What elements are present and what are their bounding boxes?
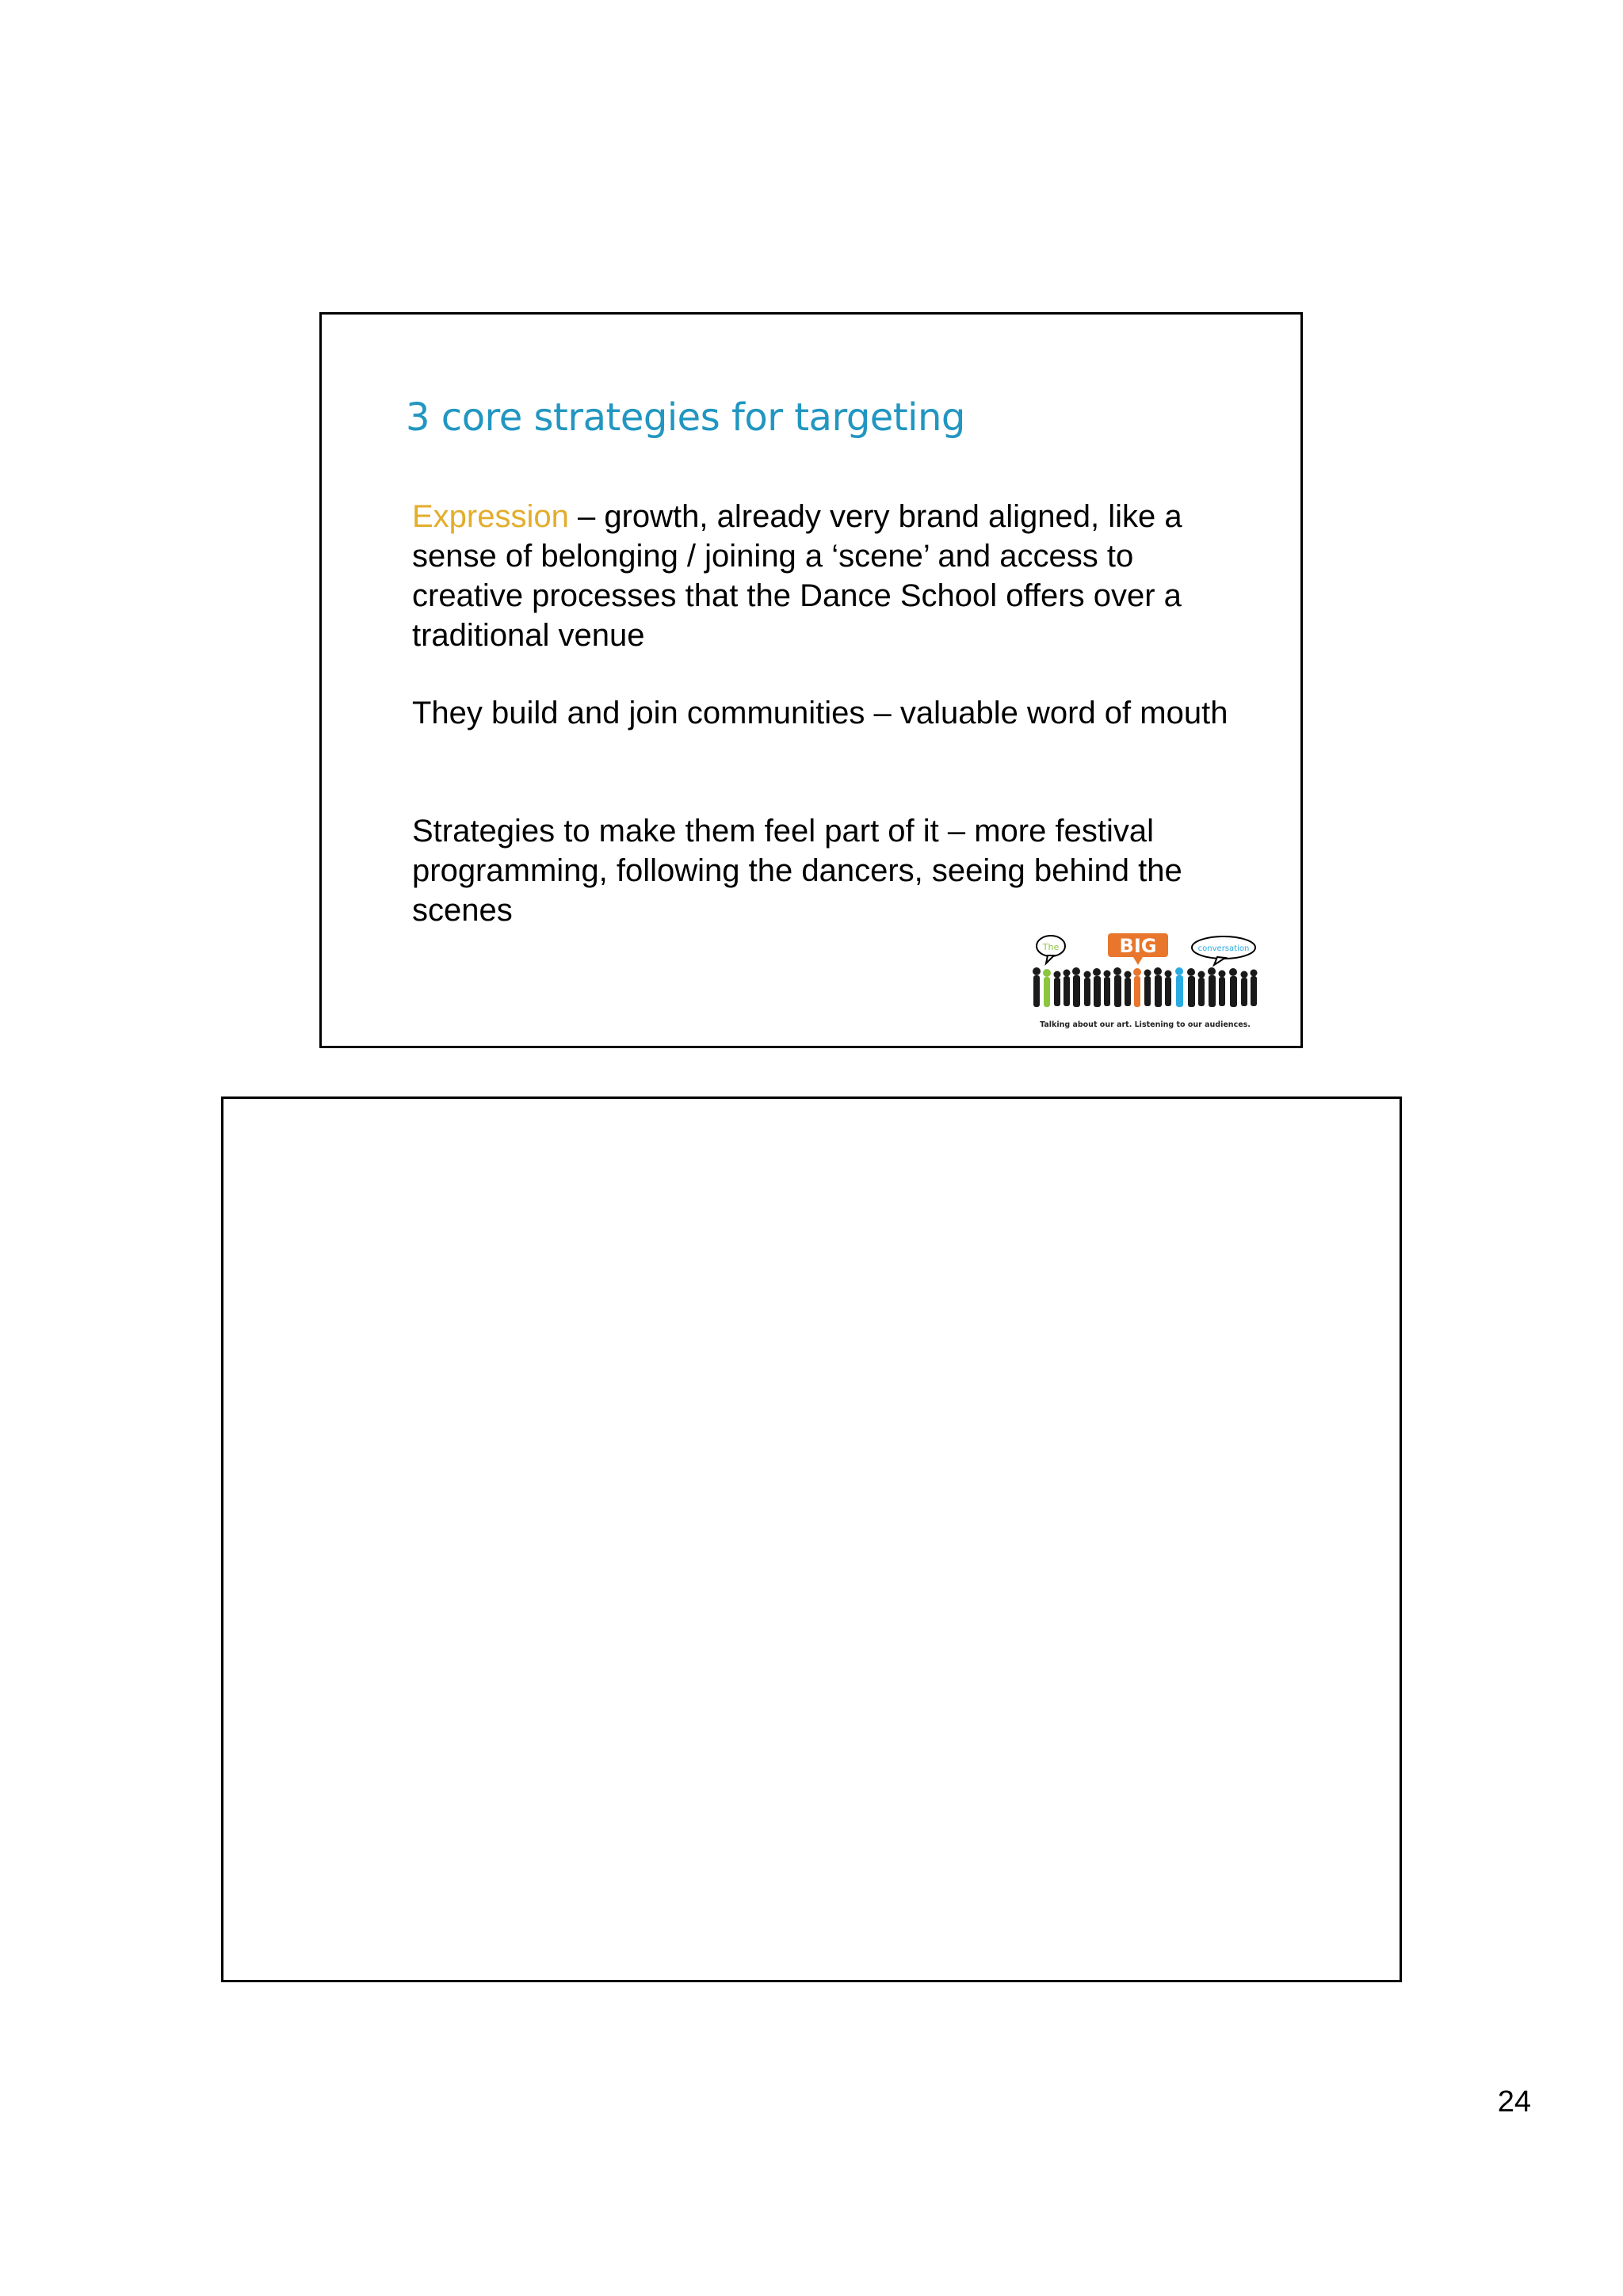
logo-tagline: Talking about our art. Listening to our audiences. bbox=[1040, 1020, 1251, 1029]
people-silhouettes-icon bbox=[1033, 967, 1258, 1007]
logo-bubble-the: The bbox=[1042, 942, 1060, 952]
notes-area bbox=[221, 1097, 1402, 1982]
slide-paragraph-strategies: Strategies to make them feel part of it – more festival programming, following the dancers, seeing behind the scenes bbox=[412, 814, 1182, 928]
big-conversation-logo bbox=[1030, 930, 1260, 1033]
slide-title: 3 core strategies for targeting bbox=[406, 395, 965, 440]
page-number: 24 bbox=[1497, 2085, 1531, 2119]
logo-big-text: BIG bbox=[1119, 935, 1157, 957]
highlight-term: Expression bbox=[412, 499, 569, 534]
paragraph-text: – growth, already very brand aligned, like a sense of belonging / joining a ‘scene’ and access to creative processes that the Dance School offers over a traditional venue bbox=[412, 499, 1182, 653]
slide-thumbnail bbox=[319, 312, 1303, 1048]
slide-paragraph-communities: They build and join communities – valuable word of mouth bbox=[412, 696, 1228, 730]
slide-paragraph-expression bbox=[412, 497, 1244, 655]
logo-bubble-conversation: conversation bbox=[1197, 944, 1250, 953]
